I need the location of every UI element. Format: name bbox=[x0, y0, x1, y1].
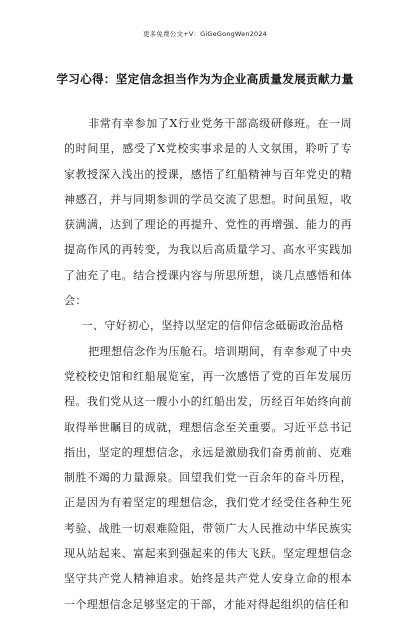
section-heading-1: 一、守好初心，坚持以坚定的信仰信念砥砺政治品格 bbox=[81, 319, 344, 333]
document-body bbox=[64, 111, 352, 617]
document-title: 学习心得：坚定信念担当作为为企业高质量发展贡献力量 bbox=[56, 72, 354, 86]
header-note: 更多免费公文+V：GiGeGongWen2024 bbox=[142, 30, 268, 38]
intro-paragraph: 非常有幸参加了X行业党务干部高级研修班。在一周的时间里，感受了X党校实事求是的人文氛围，聆听了专家教授深入浅出的授课，感悟了红船精神与百年党史的精神感召，并与同期参训的学员交流了思想。时间虽短，收获满满，达到了理论的再提升、党性的再增强、能力的再提高作风的再转变，为我以后高质量学习、高水平实践加了油充了电。结合授课内容与所思所想，谈几点感悟和体会： bbox=[64, 117, 352, 308]
section-1-paragraph: 把理想信念作为压舱石。培训期间，有幸参观了中央党校校史馆和红船展览室，再一次感悟了党的百年发展历程。我们党从这一艘小小的红船出发，历经百年始终向前取得举世瞩目的成就，理想信念至关重要。习近平总书记指出，坚定的理想信念，永远是激励我们奋勇前前、克难制胜不竭的力量源泉。回望我们党一百余年的奋斗历程，正是因为有着坚定的理想信念，我们党才经受住各种生死考验、战胜一切艰难险阻，带领广大人民推动中华民族实现从站起来、富起来到强起来的伟大飞跃。坚定理想信念坚守共产党人精神追求。始终是共产党人安身立命的根本一个理想信念足够坚定的干部，才能对得起组织的信任和 bbox=[64, 344, 352, 611]
